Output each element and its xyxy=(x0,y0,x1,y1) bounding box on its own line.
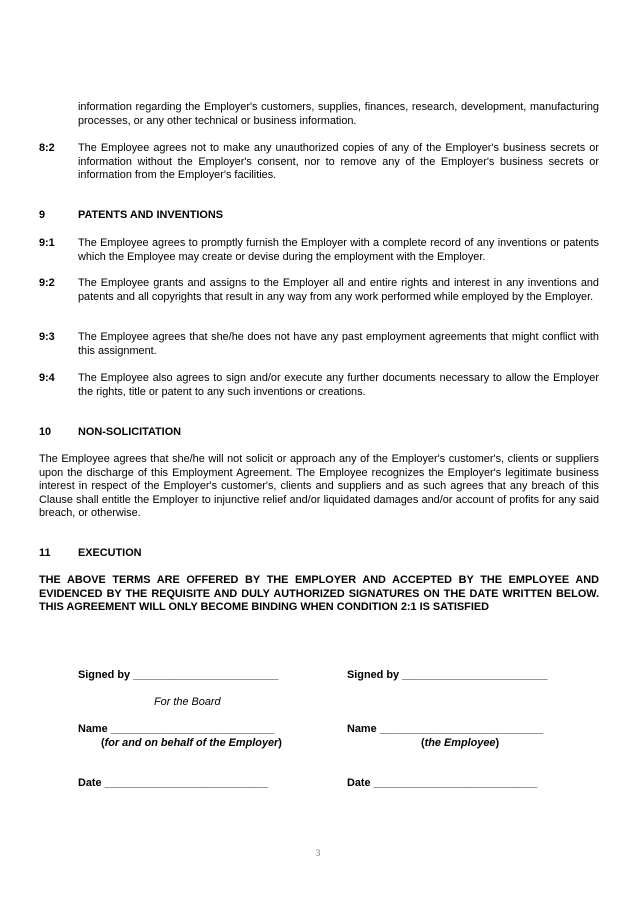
employer-signed-by-line: Signed by ________________________ xyxy=(78,669,279,681)
employer-name-line: Name ___________________________ xyxy=(78,723,275,735)
page-number: 3 xyxy=(315,849,321,859)
clause-text: The Employee grants and assigns to the Employer all and entire rights and interest in any inventions and patents and all copyrights that result in any way from any work performed while employed by the Employer. xyxy=(78,277,599,303)
section-title: EXECUTION xyxy=(78,547,142,559)
employee-role-label: (the Employee) xyxy=(421,737,500,749)
employee-signed-by-line: Signed by ________________________ xyxy=(347,669,548,681)
employer-date-line: Date ___________________________ xyxy=(78,777,269,789)
clause-text: The Employee agrees that she/he does not have any past employment agreements that might conflict with this assignment. xyxy=(78,331,599,357)
clause-number: 9:3 xyxy=(39,331,55,343)
section-number: 9 xyxy=(39,209,46,221)
employer-role-label: (for and on behalf of the Employer) xyxy=(101,737,282,749)
for-the-board-label: For the Board xyxy=(154,696,221,708)
section-title: NON-SOLICITATION xyxy=(78,426,182,438)
employee-name-line: Name ___________________________ xyxy=(347,723,544,735)
continuation-paragraph: information regarding the Employer's customers, supplies, finances, research, development, manufacturing processes, or any other technical or business information. xyxy=(78,101,599,127)
section-number: 11 xyxy=(39,547,51,559)
clause-number: 8:2 xyxy=(39,142,55,154)
clause-number: 9:4 xyxy=(39,372,55,384)
section-number: 10 xyxy=(39,426,52,438)
clause-number: 9:1 xyxy=(39,237,55,249)
section-paragraph: The Employee agrees that she/he will not solicit or approach any of the Employer's customer's, clients or suppliers upon the discharge of this Employment Agreement. The Employee recognizes the Employer's legitimate business interest in respect of the Employer's customer's, clients and suppliers and as such agrees that any breach of this Clause shall entitle the Employer to injunctive relief and/or liquidated damages and/or account of profits for any said breach, or otherwise. xyxy=(39,453,599,520)
execution-statement: THE ABOVE TERMS ARE OFFERED BY THE EMPLOYER AND ACCEPTED BY THE EMPLOYEE AND EVIDENCED BY THE REQUISITE AND DULY AUTHORIZED SIGNATURES ON THE DATE WRITTEN BELOW. THIS AGREEMENT WILL ONLY BECOME BINDING WHEN CONDITION 2:1 IS SATISFIED xyxy=(39,574,599,614)
clause-text: The Employee also agrees to sign and/or execute any further documents necessary to allow the Employer the rights, title or patent to any such inventions or creations. xyxy=(78,372,599,398)
employee-date-line: Date ___________________________ xyxy=(347,777,538,789)
section-title: PATENTS AND INVENTIONS xyxy=(78,209,224,221)
clause-text: The Employee agrees to promptly furnish the Employer with a complete record of any inventions or patents which the Employee may create or devise during the employment with the Employer. xyxy=(78,237,599,263)
clause-number: 9:2 xyxy=(39,277,55,289)
clause-text: The Employee agrees not to make any unauthorized copies of any of the Employer's business secrets or information without the Employer's consent, nor to remove any of the Employer's business secrets or information from the Employer's facilities. xyxy=(78,142,599,182)
